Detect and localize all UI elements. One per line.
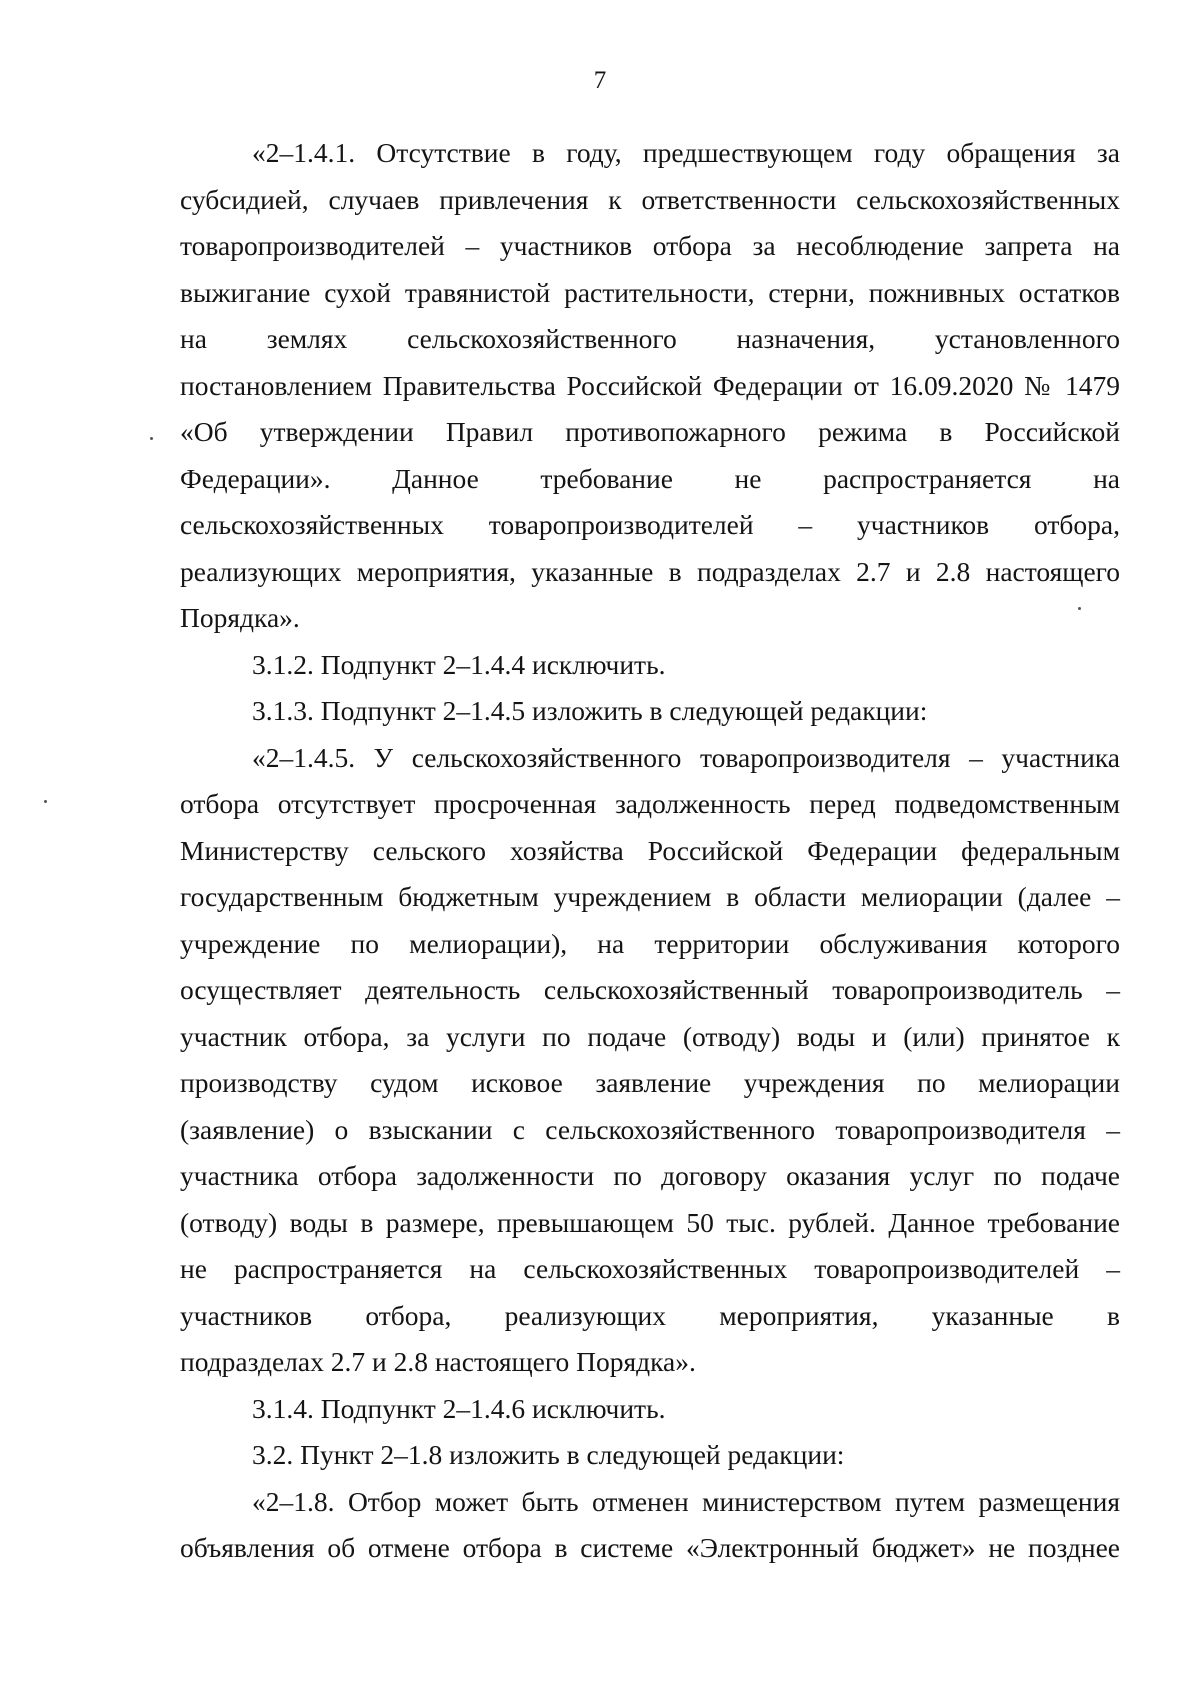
text-line: участников отбора, реализующих мероприятия, указанные в [180, 1299, 1120, 1331]
text-line: выжигание сухой травянистой растительности, стерни, пожнивных остатков [180, 276, 1120, 308]
text-line: осуществляет деятельность сельскохозяйственный товаропроизводитель – [180, 974, 1120, 1005]
text-line: не распространяется на сельскохозяйственных товаропроизводителей – [180, 1253, 1120, 1284]
text-line: «2–1.4.5. У сельскохозяйственного товаропроизводителя – участника [252, 741, 1120, 773]
text-line: сельскохозяйственных товаропроизводителей – участников отбора, [180, 509, 1120, 540]
text-line: объявления об отмене отбора в системе «Электронный бюджет» не позднее [180, 1532, 1120, 1563]
text-line: 3.1.4. Подпункт 2–1.4.6 исключить. [252, 1392, 666, 1424]
text-line: (отводу) воды в размере, превышающем 50 тыс. рублей. Данное требование [180, 1206, 1120, 1238]
text-line: «2–1.8. Отбор может быть отменен министерством путем размещения [252, 1485, 1120, 1517]
scan-speck [1078, 607, 1081, 610]
text-line: участник отбора, за услуги по подаче (отводу) воды и (или) принятое к [180, 1020, 1120, 1052]
text-line: 3.1.3. Подпункт 2–1.4.5 изложить в следующей редакции: [252, 695, 928, 726]
text-line: товаропроизводителей – участников отбора за несоблюдение запрета на [180, 230, 1120, 261]
text-line: производству судом исковое заявление учреждения по мелиорации [180, 1067, 1120, 1098]
text-line: (заявление) о взыскании с сельскохозяйственного товаропроизводителя – [180, 1113, 1120, 1145]
text-line: субсидией, случаев привлечения к ответственности сельскохозяйственных [180, 183, 1120, 215]
page-number: 7 [593, 67, 607, 94]
text-line: Порядка». [180, 602, 300, 633]
text-line: учреждение по мелиорации), на территории обслуживания которого [180, 927, 1120, 959]
text-line: Федерации». Данное требование не распространяется на [180, 462, 1120, 494]
text-line: отбора отсутствует просроченная задолженность перед подведомственным [180, 788, 1120, 819]
text-line: постановлением Правительства Российской Федерации от 16.09.2020 № 1479 [180, 369, 1120, 401]
text-line: государственным бюджетным учреждением в области мелиорации (далее – [180, 881, 1120, 912]
text-line: 3.2. Пункт 2–1.8 изложить в следующей редакции: [252, 1439, 845, 1470]
body-text [180, 130, 1120, 1572]
scan-speck [44, 800, 47, 803]
scan-speck [150, 437, 153, 440]
text-line: реализующих мероприятия, указанные в подразделах 2.7 и 2.8 настоящего [180, 555, 1120, 587]
text-line: «2–1.4.1. Отсутствие в году, предшествующем году обращения за [252, 137, 1120, 168]
text-line: участника отбора задолженности по договору оказания услуг по подаче [180, 1160, 1120, 1191]
text-line: подразделах 2.7 и 2.8 настоящего Порядка». [180, 1346, 696, 1377]
text-line: 3.1.2. Подпункт 2–1.4.4 исключить. [252, 648, 666, 680]
text-line: Министерству сельского хозяйства Российской Федерации федеральным [180, 834, 1120, 866]
text-line: «Об утверждении Правил противопожарного режима в Российской [180, 416, 1120, 447]
text-line: на землях сельскохозяйственного назначения, установленного [180, 323, 1120, 354]
